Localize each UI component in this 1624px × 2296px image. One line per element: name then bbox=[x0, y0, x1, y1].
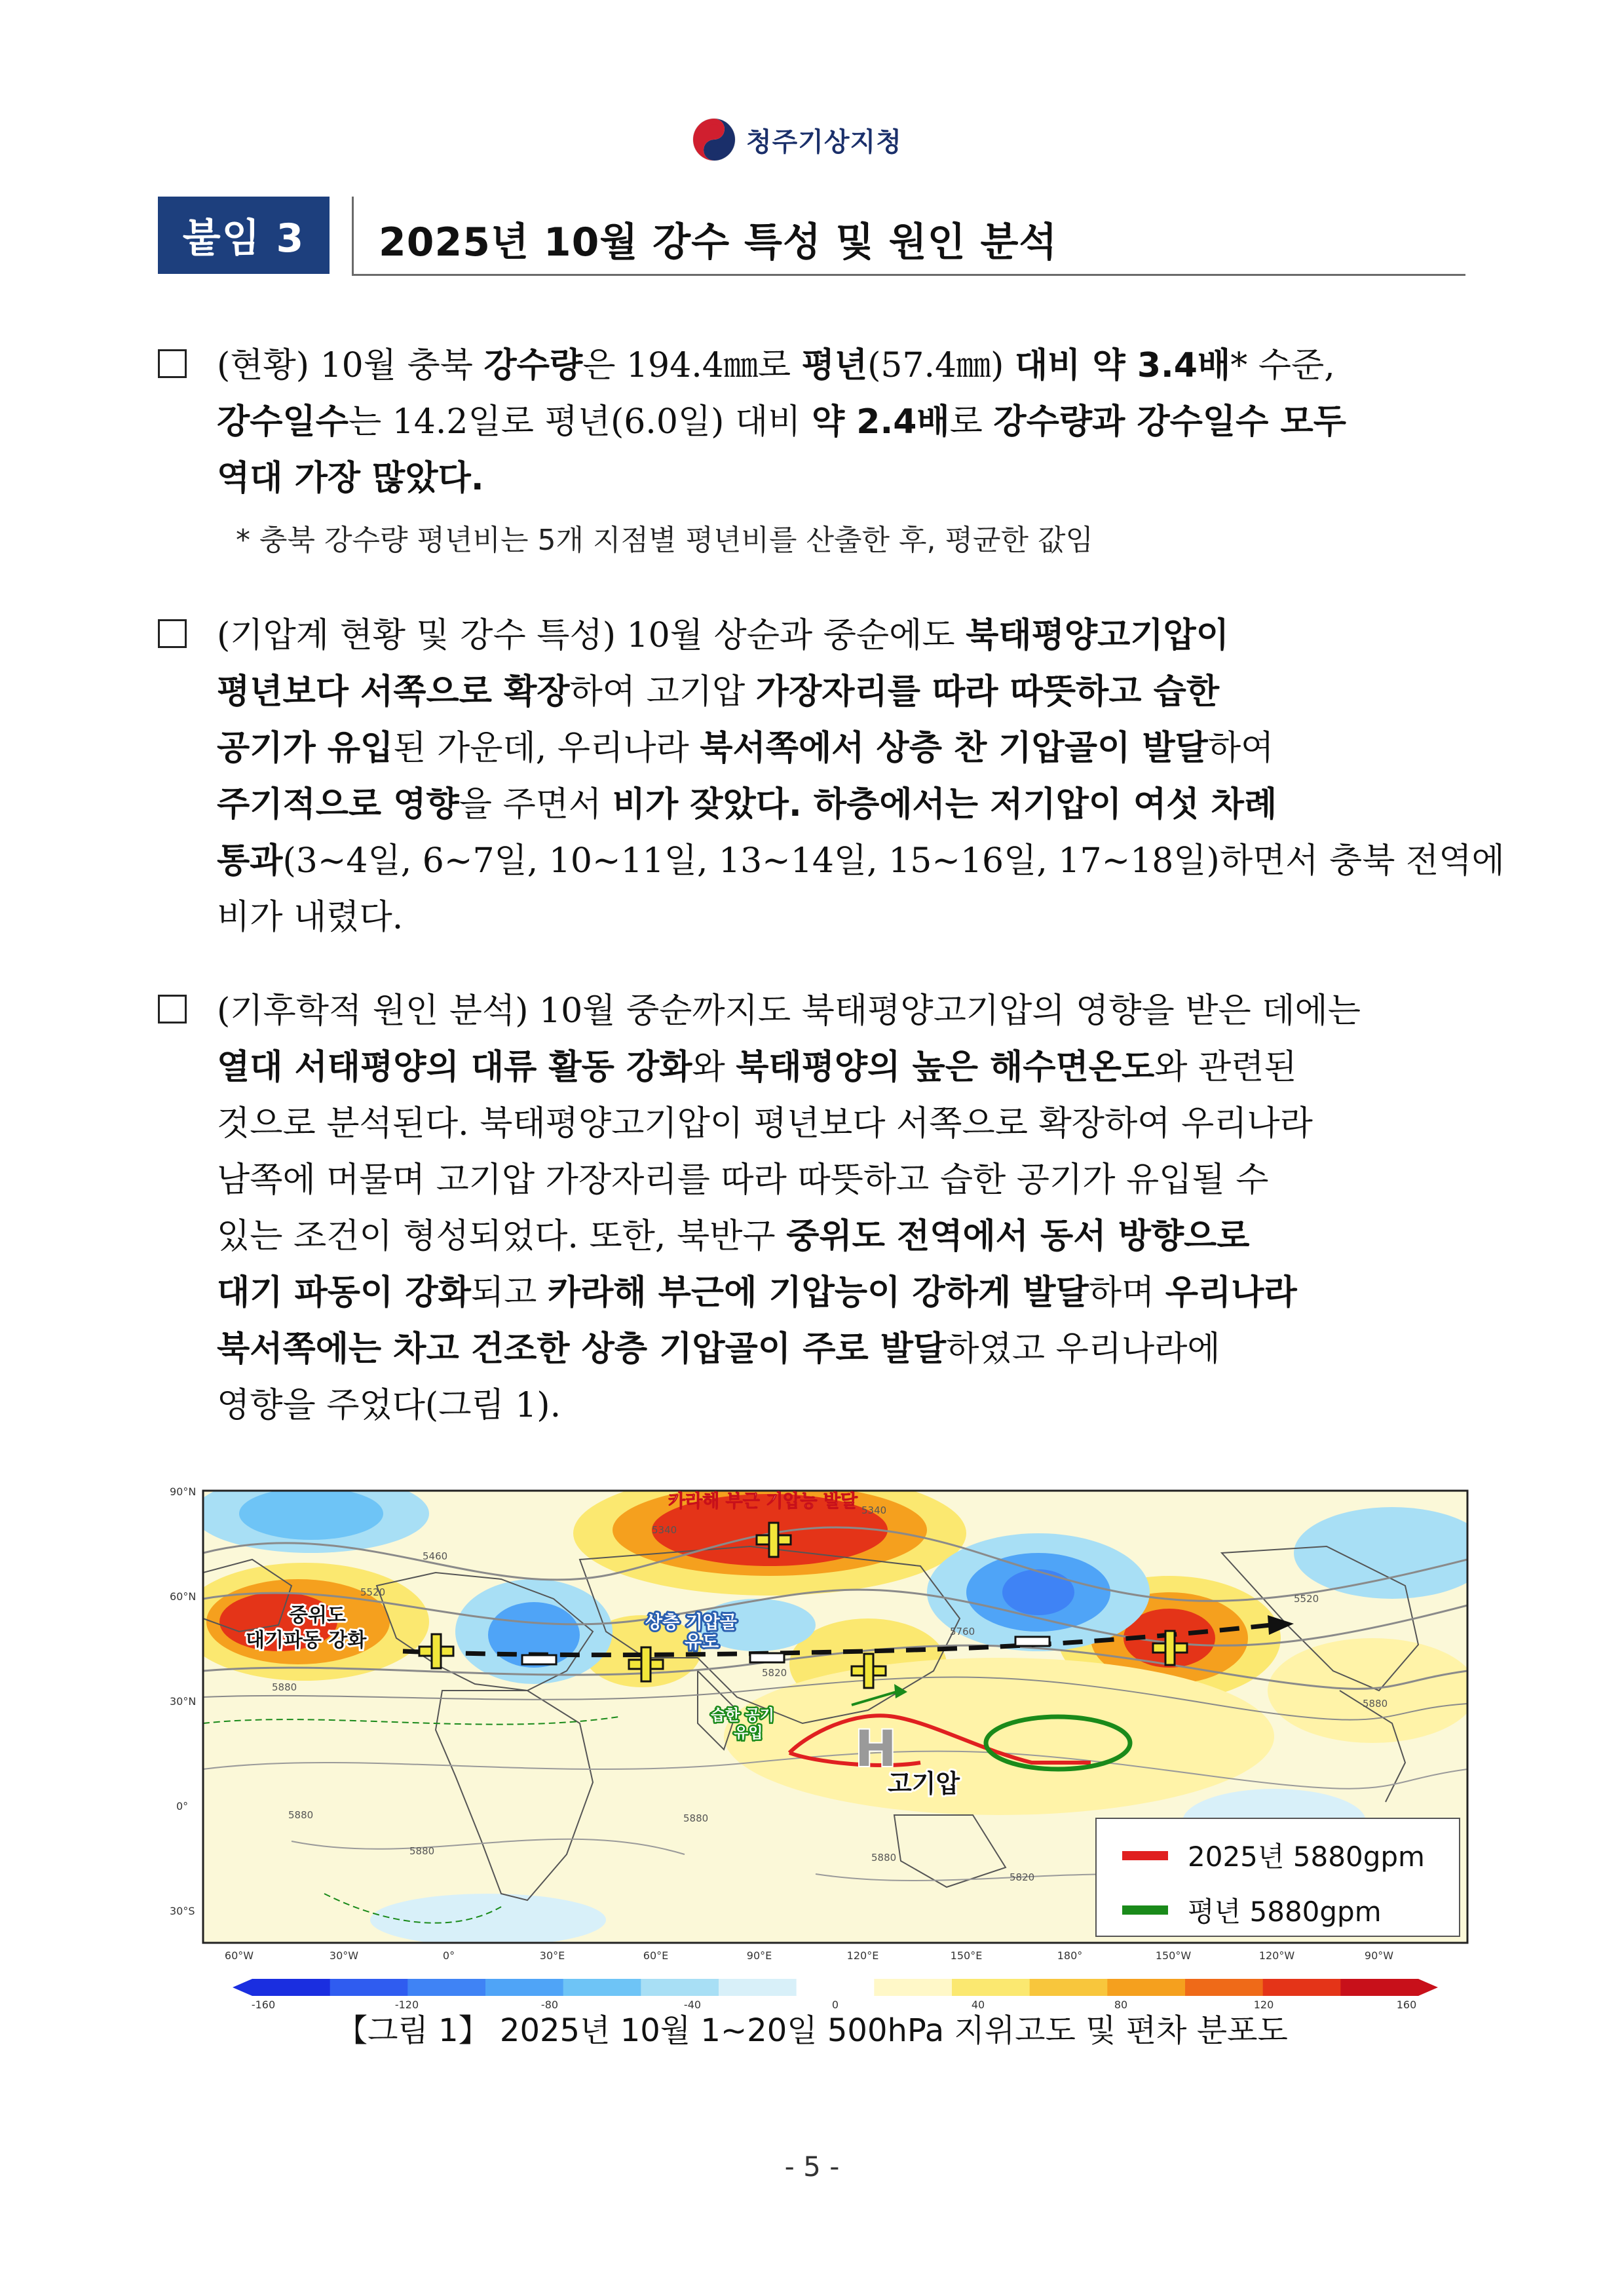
title-bar bbox=[158, 197, 1465, 275]
paragraph-line bbox=[217, 1377, 1468, 1434]
contour-label: 5820 bbox=[1010, 1871, 1035, 1883]
bold-text-run: 북태평양의 높은 해수면온도 bbox=[736, 1048, 1155, 1087]
text-run: (57.4㎜) bbox=[867, 346, 1015, 385]
header-logo bbox=[691, 117, 902, 163]
trough-annotation-line1: 상층 기압골 bbox=[645, 1613, 737, 1633]
paragraph-line bbox=[217, 1208, 1468, 1265]
colorbar-segment bbox=[1185, 1979, 1263, 1996]
contour-label: 5880 bbox=[288, 1809, 314, 1821]
colorbar-segment bbox=[952, 1979, 1030, 1996]
colorbar-label: -160 bbox=[251, 1999, 276, 2011]
paragraph-line bbox=[217, 1265, 1468, 1321]
lon-label: 0° bbox=[442, 1949, 455, 1962]
text-run: 된 가운데, 우리나라 bbox=[393, 729, 700, 768]
colorbar-label: 40 bbox=[971, 1999, 985, 2011]
lon-label: 120°E bbox=[846, 1949, 879, 1962]
lon-label: 30°E bbox=[539, 1949, 565, 1962]
colorbar-segment bbox=[1030, 1979, 1108, 1996]
paragraph-climate-cause bbox=[158, 983, 1468, 1434]
contour-label: 5880 bbox=[871, 1852, 897, 1864]
text-run: 하여 bbox=[1207, 729, 1274, 768]
bold-text-run: 우리나라 bbox=[1165, 1273, 1297, 1312]
bold-text-run: 북서쪽에서 상층 찬 기압골이 발달 bbox=[700, 729, 1208, 768]
colorbar-segment bbox=[563, 1979, 641, 1996]
bold-text-run: 약 2.4배 bbox=[811, 402, 950, 442]
high-pressure-label: 고기압 bbox=[888, 1769, 960, 1798]
text-run: * 수준, bbox=[1230, 346, 1335, 385]
colorbar-segment bbox=[252, 1979, 330, 1996]
contour-label: 5340 bbox=[861, 1504, 887, 1516]
colorbar-segment bbox=[330, 1979, 408, 1996]
legend-swatch-normal bbox=[1122, 1905, 1168, 1915]
contour-label: 5820 bbox=[762, 1667, 787, 1679]
paragraph-line bbox=[217, 664, 1468, 720]
text-run: 하며 bbox=[1088, 1273, 1165, 1312]
bold-text-run: 평년 bbox=[801, 346, 868, 385]
bold-text-run: 대기 파동이 강화 bbox=[217, 1273, 471, 1312]
lon-label: 30°W bbox=[329, 1949, 359, 1962]
title-underline bbox=[352, 274, 1465, 276]
lon-label: 180° bbox=[1057, 1949, 1083, 1962]
paragraph-text bbox=[217, 337, 1468, 507]
paragraph-line bbox=[217, 337, 1468, 394]
checkbox-bullet-icon bbox=[158, 995, 187, 1024]
lon-label: 150°W bbox=[1155, 1949, 1192, 1962]
text-run: 비가 내렸다. bbox=[217, 898, 404, 937]
lon-label: 60°W bbox=[224, 1949, 254, 1962]
text-run: 와 관련된 bbox=[1154, 1048, 1297, 1087]
text-run: (기압계 현황 및 강수 특성) 10월 상순과 중순에도 bbox=[217, 616, 966, 655]
kma-logo-icon bbox=[691, 117, 737, 163]
bold-text-run: 강수일수 bbox=[217, 402, 349, 442]
colorbar-label: 80 bbox=[1114, 1999, 1128, 2011]
colorbar-segment bbox=[485, 1979, 563, 1996]
bold-text-run: 통과 bbox=[217, 841, 283, 881]
contour-label: 5760 bbox=[950, 1626, 975, 1637]
colorbar-label: 160 bbox=[1396, 1999, 1417, 2011]
colorbar-segment bbox=[1263, 1979, 1341, 1996]
text-run: 와 bbox=[692, 1048, 736, 1087]
midlat-annotation-line2: 대기파동 강화 bbox=[246, 1629, 367, 1652]
moist-air-annotation-line2: 유입 bbox=[734, 1725, 763, 1742]
colorbar-label: -120 bbox=[394, 1999, 419, 2011]
trough-annotation-line2: 유도 bbox=[685, 1632, 719, 1653]
colorbar-segment bbox=[641, 1979, 719, 1996]
colorbar-label: -80 bbox=[540, 1999, 559, 2011]
paragraph-line bbox=[217, 394, 1468, 450]
latitude-labels bbox=[170, 1485, 196, 1917]
paragraph-line bbox=[217, 1039, 1468, 1096]
checkbox-bullet-icon bbox=[158, 619, 187, 648]
checkbox-bullet-icon bbox=[158, 349, 187, 378]
lat-label: 60°N bbox=[170, 1590, 197, 1603]
bold-text-run: 비가 잦았다. 하층에서는 저기압이 여섯 차례 bbox=[612, 785, 1277, 824]
page-title: 2025년 10월 강수 특성 및 원인 분석 bbox=[379, 220, 1058, 265]
contour-label: 5520 bbox=[1294, 1593, 1319, 1605]
map-legend bbox=[1096, 1818, 1460, 1936]
text-run: 하여 고기압 bbox=[569, 672, 756, 712]
text-run: 되고 bbox=[470, 1273, 548, 1312]
paragraph-line bbox=[217, 607, 1468, 664]
text-run: (3~4일, 6~7일, 10~11일, 13~14일, 15~16일, 17~18일)하면서 충북 전역에 bbox=[282, 841, 1505, 881]
paragraph-line bbox=[217, 450, 1468, 507]
bold-text-run: 북태평양고기압이 bbox=[966, 616, 1230, 655]
bold-text-run: 카라해 부근에 기압능이 강하게 발달 bbox=[547, 1273, 1089, 1312]
lon-label: 60°E bbox=[643, 1949, 669, 1962]
colorbar-label: 0 bbox=[831, 1999, 839, 2011]
lat-label: 30°N bbox=[170, 1695, 197, 1708]
lat-label: 90°N bbox=[170, 1485, 197, 1498]
bold-text-run: 열대 서태평양의 대류 활동 강화 bbox=[217, 1048, 692, 1087]
paragraph-line bbox=[217, 889, 1468, 946]
legend-label-normal: 평년 5880gpm bbox=[1188, 1896, 1382, 1928]
colorbar-segment bbox=[797, 1979, 875, 1996]
title-divider bbox=[352, 197, 354, 274]
lon-label: 150°E bbox=[950, 1949, 983, 1962]
paragraph-line bbox=[217, 1321, 1468, 1377]
paragraph-line bbox=[217, 833, 1505, 889]
paragraph-line bbox=[217, 776, 1468, 833]
contour-label: 5880 bbox=[1363, 1698, 1388, 1710]
colorbar-segment bbox=[719, 1979, 797, 1996]
longitude-labels bbox=[225, 1949, 1393, 1962]
colorbar-arrow-left bbox=[233, 1979, 252, 1996]
high-pressure-letter: H bbox=[855, 1719, 897, 1778]
paragraph-line bbox=[217, 983, 1468, 1039]
lon-label: 90°E bbox=[746, 1949, 772, 1962]
text-run: (기후학적 원인 분석) 10월 중순까지도 북태평양고기압의 영향을 받은 데에는 bbox=[217, 991, 1361, 1031]
colorbar-label: -40 bbox=[683, 1999, 702, 2011]
contour-label: 5880 bbox=[683, 1812, 709, 1824]
text-run: 것으로 분석된다. 북태평양고기압이 평년보다 서쪽으로 확장하여 우리나라 bbox=[217, 1104, 1313, 1143]
bold-text-run: 대비 약 3.4배 bbox=[1014, 346, 1231, 385]
bold-text-run: 공기가 유입 bbox=[217, 729, 394, 768]
text-run: 을 주면서 bbox=[459, 785, 613, 824]
minus-marker-icon bbox=[1015, 1637, 1049, 1646]
text-run: 는 14.2일로 평년(6.0일) 대비 bbox=[348, 402, 812, 442]
text-run: 있는 조건이 형성되었다. 또한, 북반구 bbox=[217, 1217, 787, 1256]
page-number: - 5 - bbox=[784, 2151, 840, 2183]
colorbar-segment bbox=[1107, 1979, 1185, 1996]
bold-text-run: 역대 가장 많았다. bbox=[217, 459, 484, 498]
colorbar-segment bbox=[407, 1979, 485, 1996]
text-run: (현황) 10월 충북 bbox=[217, 346, 484, 385]
colorbar-segment bbox=[874, 1979, 952, 1996]
paragraph-text bbox=[217, 607, 1505, 946]
paragraph-status bbox=[158, 337, 1468, 507]
colorbar bbox=[233, 1979, 1438, 1996]
paragraph-line bbox=[217, 1152, 1468, 1208]
lat-label: 30°S bbox=[170, 1905, 195, 1917]
paragraph-pressure bbox=[158, 607, 1505, 946]
lat-label: 0° bbox=[176, 1800, 189, 1812]
midlat-annotation-line1: 중위도 bbox=[289, 1604, 346, 1627]
attachment-badge: 붙임 3 bbox=[158, 197, 330, 274]
bold-text-run: 북서쪽에는 차고 건조한 상층 기압골이 주로 발달 bbox=[217, 1330, 947, 1369]
bold-text-run: 평년보다 서쪽으로 확장 bbox=[217, 672, 570, 712]
bold-text-run: 주기적으로 영향 bbox=[217, 785, 459, 824]
bold-text-run: 강수량과 강수일수 모두 bbox=[993, 402, 1346, 442]
bold-text-run: 중위도 전역에서 동서 방향으로 bbox=[786, 1217, 1250, 1256]
colorbar-label: 120 bbox=[1253, 1999, 1274, 2011]
figure-caption: 【그림 1】 2025년 10월 1~20일 500hPa 지위고도 및 편차 분포도 bbox=[336, 2012, 1288, 2049]
contour-label: 5880 bbox=[272, 1681, 297, 1693]
paragraph-line bbox=[217, 1096, 1468, 1152]
paragraph-line bbox=[217, 720, 1468, 776]
paragraph-text bbox=[217, 983, 1468, 1434]
lon-label: 90°W bbox=[1364, 1949, 1394, 1962]
kara-annotation: 카라해 부근 기압능 발달 bbox=[668, 1491, 858, 1512]
text-run: 영향을 주었다(그림 1). bbox=[217, 1386, 561, 1425]
text-run: 하였고 우리나라에 bbox=[946, 1330, 1220, 1369]
text-run: 은 194.4㎜로 bbox=[582, 346, 802, 385]
bold-text-run: 가장자리를 따라 따뜻하고 습한 bbox=[755, 672, 1220, 712]
figure-500hpa-map bbox=[161, 1474, 1471, 2031]
bold-text-run: 강수량 bbox=[483, 346, 583, 385]
minus-marker-icon bbox=[750, 1653, 784, 1662]
legend-label-2025: 2025년 5880gpm bbox=[1188, 1841, 1425, 1873]
minus-marker-icon bbox=[522, 1655, 556, 1664]
contour-label: 5340 bbox=[652, 1524, 677, 1536]
text-run: 로 bbox=[949, 402, 994, 442]
contour-label: 5520 bbox=[360, 1586, 386, 1598]
footnote: * 충북 강수량 평년비는 5개 지점별 평년비를 산출한 후, 평균한 값임 bbox=[236, 524, 1093, 557]
lon-label: 120°W bbox=[1258, 1949, 1295, 1962]
text-run: 남쪽에 머물며 고기압 가장자리를 따라 따뜻하고 습한 공기가 유입될 수 bbox=[217, 1160, 1269, 1200]
colorbar-segment bbox=[1340, 1979, 1418, 1996]
colorbar-arrow-right bbox=[1418, 1979, 1438, 1996]
contour-label: 5880 bbox=[409, 1845, 435, 1857]
contour-label: 5460 bbox=[423, 1550, 448, 1562]
org-name: 청주기상지청 bbox=[746, 126, 902, 157]
map-svg bbox=[161, 1474, 1471, 2031]
moist-air-annotation-line1: 습한 공기 bbox=[711, 1707, 774, 1724]
legend-swatch-2025 bbox=[1122, 1851, 1168, 1860]
